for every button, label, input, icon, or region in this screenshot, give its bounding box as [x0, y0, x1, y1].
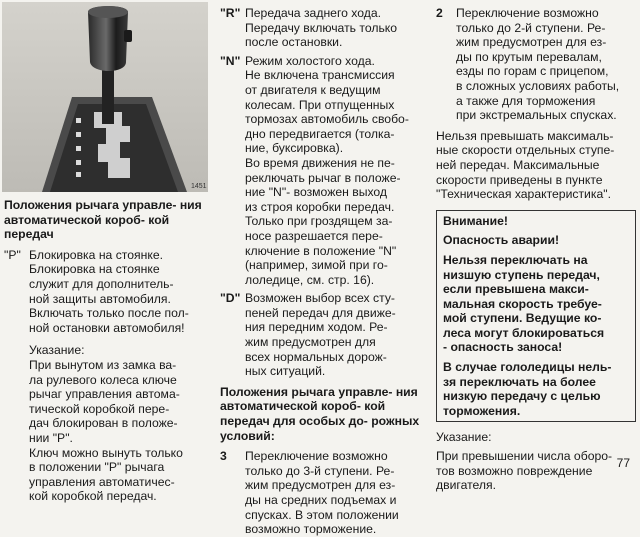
item2-line: в сложных условиях работы, — [456, 78, 620, 93]
n-line: колесам. При отпущенных — [245, 97, 395, 112]
warning-line: Нельзя переключать на — [443, 252, 588, 267]
section-2 — [436, 6, 636, 123]
warning-line: леса могут блокироваться — [443, 325, 605, 340]
item2-line: при экстремальных спусках. — [456, 108, 617, 123]
d-line: пеней передач для движе- — [245, 305, 396, 320]
n-line: реключать рычаг в положе- — [245, 170, 401, 185]
key-r: "R" — [220, 6, 241, 20]
item3-line: спусках. В этом положении — [245, 507, 399, 522]
item2-line: езды по горам с прицепом, — [456, 64, 609, 79]
section-p-text — [29, 248, 214, 336]
max-speed-paragraph — [436, 129, 636, 202]
note-label: Указание: — [436, 430, 492, 445]
section-3 — [220, 449, 430, 537]
page-number: 77 — [616, 456, 630, 470]
p-line: ной остановки автомобиля! — [29, 320, 185, 335]
n-line: ние, буксировка). — [245, 141, 344, 156]
d-line: ных ситуаций. — [245, 364, 326, 379]
column-3 — [436, 6, 636, 493]
warning-line: мальная скорость требуе- — [443, 296, 602, 311]
note-line: При вынутом из замка ва- — [29, 357, 177, 372]
d-line: Возможен выбор всех сту- — [245, 291, 395, 306]
n-line: тормозах автомобиль свобо- — [245, 112, 409, 127]
warning-title: Внимание! — [443, 213, 508, 228]
note-line: тической коробкой пере- — [29, 401, 170, 416]
column-1 — [4, 198, 214, 504]
n-line: Только при гроздящем за- — [245, 214, 393, 229]
section-p — [4, 248, 214, 336]
para-line: Нельзя превышать максималь- — [436, 128, 614, 143]
note-line: При превышении числа оборо- — [436, 449, 613, 464]
p-line: Блокировка на стоянке. — [29, 247, 163, 262]
warning-line: низкую передачу с целью — [443, 389, 601, 404]
n-line: ние "N"- возможен выход — [245, 185, 388, 200]
note-line: в положении "P" рычага — [29, 460, 165, 475]
note-line: ла рулевого колеса ключе — [29, 372, 177, 387]
note-line: рычаг управления автома- — [29, 387, 180, 402]
item2-line: а также для торможения — [456, 93, 596, 108]
note-line: двигателя. — [436, 478, 496, 493]
p-line: Включать только после пол- — [29, 306, 189, 321]
section-d — [220, 291, 430, 379]
note-line: управления автоматичес- — [29, 474, 175, 489]
section-r — [220, 6, 430, 50]
gear-lever-illustration — [2, 2, 208, 192]
n-line: Во время движения не пе- — [245, 155, 395, 170]
heading-lever-positions: Положения рычага управле- ния автоматической короб- кой передач — [4, 198, 202, 242]
item3-line: жим предусмотрен для ез- — [245, 478, 396, 493]
n-line: ключение в положение "N" — [245, 243, 397, 258]
n-line: носе разрешается пере- — [245, 228, 383, 243]
n-line: из строя коробки передач. — [245, 199, 395, 214]
item2-line: ды по крутым перевалам, — [456, 49, 602, 64]
warning-line: мой ступени. Ведущие ко- — [443, 311, 602, 326]
item2-line: жим предусмотрен для ез- — [456, 35, 607, 50]
n-line: Не включена трансмиссия — [245, 68, 395, 83]
item3-line: только до 3-й ступени. Ре- — [245, 463, 395, 478]
d-line: ния передним ходом. Ре- — [245, 320, 388, 335]
section-n — [220, 54, 430, 288]
r-line: Передача заднего хода. — [245, 6, 382, 20]
r-line: после остановки. — [245, 35, 343, 50]
note-line: нии "P". — [29, 430, 73, 445]
gear-lever-figure — [2, 2, 208, 192]
warning-line: торможения. — [443, 403, 521, 418]
item3-line: возможно торможение. — [245, 522, 377, 537]
column-2 — [220, 6, 430, 537]
d-line: жим предусмотрен для — [245, 335, 376, 350]
p-line: служит для дополнитель- — [29, 276, 174, 291]
note-line: тов возможно повреждение — [436, 463, 593, 478]
n-line: (например, зимой при го- — [245, 258, 388, 273]
key-d: "D" — [220, 291, 241, 306]
item2-line: Переключение возможно — [456, 6, 599, 20]
para-line: ные скорости отдельных ступе- — [436, 143, 615, 158]
note-line: Ключ можно вынуть только — [29, 445, 183, 460]
note-3 — [436, 430, 636, 492]
d-line: всех нормальных дорож- — [245, 349, 387, 364]
para-line: скорости приведены в пункте — [436, 172, 603, 187]
warning-box — [436, 210, 636, 423]
warning-line: зя переключать на более — [443, 374, 596, 389]
para-line: "Техническая характеристика". — [436, 187, 611, 202]
p-line: Блокировка на стоянке — [29, 262, 160, 277]
figure-id: 1451 — [191, 183, 207, 190]
para-line: ней передач. Максимальные — [436, 157, 600, 172]
n-line: от двигателя к ведущим — [245, 82, 381, 97]
note-label: Указание: — [29, 343, 85, 358]
key-n: "N" — [220, 53, 241, 68]
warning-line: В случае гололедицы нель- — [443, 360, 612, 375]
item3-line: ды на средних подъемах и — [245, 493, 397, 507]
note-1 — [4, 343, 214, 504]
n-line: дно передвигается (толка- — [245, 126, 395, 141]
heading-special-conditions: Положения рычага управле- ния автоматической короб- кой передач для особых до- рожных условий: — [220, 384, 420, 443]
n-line: Режим холостого хода. — [245, 53, 375, 68]
warning-line: - опасность заноса! — [443, 340, 563, 355]
key-3: 3 — [220, 449, 227, 464]
item2-line: только до 2-й ступени. Ре- — [456, 20, 606, 35]
n-line: лоледице, см. стр. 16). — [245, 272, 375, 287]
warning-line: низшую ступень передач, — [443, 267, 600, 282]
item3-line: Переключение возможно — [245, 449, 388, 464]
key-p: "P" — [4, 247, 21, 262]
note-line: кой коробкой передач. — [29, 489, 157, 504]
note-line: дач блокирован в положе- — [29, 416, 178, 431]
p-line: ной защиты автомобиля. — [29, 291, 171, 306]
warning-danger: Опасность аварии! — [443, 233, 560, 248]
key-2: 2 — [436, 6, 443, 20]
warning-line: если превышена макси- — [443, 282, 589, 297]
r-line: Передачу включать только — [245, 20, 398, 35]
